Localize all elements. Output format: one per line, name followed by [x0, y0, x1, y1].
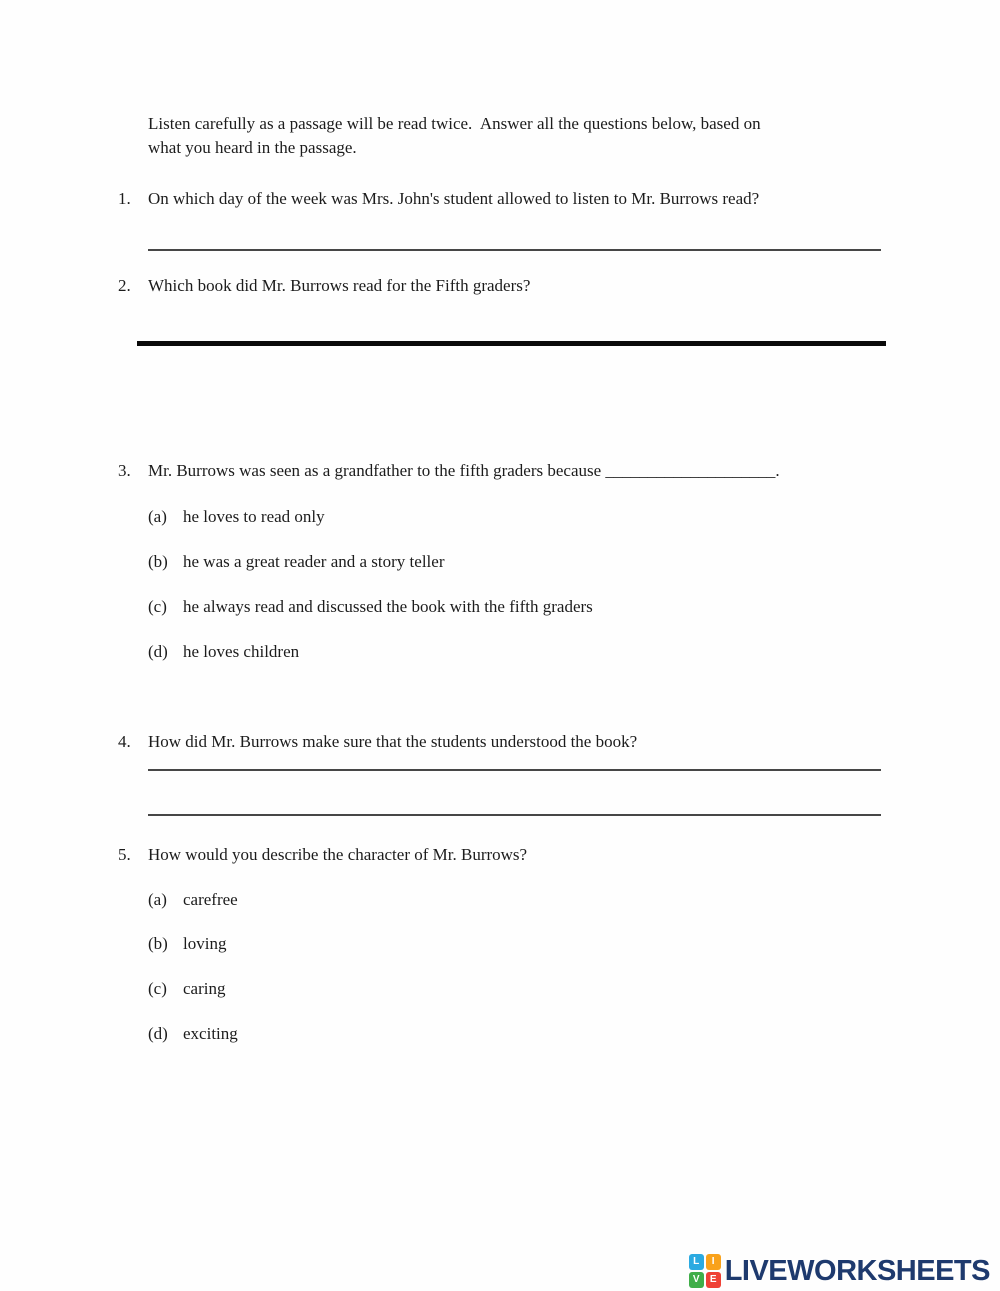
option-text: he always read and discussed the book with the fifth graders [183, 597, 593, 616]
option-text: loving [183, 934, 227, 953]
question-5-option-a[interactable] [148, 889, 238, 911]
question-3-text: Mr. Burrows was seen as a grandfather to the fifth graders because ____________________. [148, 461, 780, 480]
question-3-option-d[interactable] [148, 641, 299, 663]
option-text: he loves children [183, 642, 300, 661]
option-letter: (b) [148, 552, 168, 571]
liveworksheets-grid-icon [689, 1254, 721, 1288]
option-text: caring [183, 979, 226, 998]
liveworksheets-logo[interactable] [689, 1254, 990, 1288]
question-1-answer-line[interactable] [148, 249, 881, 251]
option-text: exciting [183, 1024, 238, 1043]
option-letter: (a) [148, 507, 167, 526]
question-5-option-b[interactable] [148, 933, 226, 955]
logo-tile-e: E [706, 1272, 721, 1288]
instructions [148, 112, 761, 160]
question-5-option-c[interactable] [148, 978, 225, 1000]
option-text: he was a great reader and a story teller [183, 552, 445, 571]
option-letter: (c) [148, 979, 167, 998]
instructions-line-1: Listen carefully as a passage will be read twice. Answer all the questions below, based on [148, 114, 761, 133]
option-text: he loves to read only [183, 507, 325, 526]
question-5-option-d[interactable] [148, 1023, 238, 1045]
option-letter: (a) [148, 890, 167, 909]
question-3-option-a[interactable] [148, 506, 325, 528]
question-2-number: 2. [118, 276, 131, 295]
question-5 [118, 844, 527, 866]
option-letter: (b) [148, 934, 168, 953]
liveworksheets-wordmark: LIVEWORKSHEETS [724, 1254, 990, 1287]
question-2-text: Which book did Mr. Burrows read for the Fifth graders? [148, 276, 531, 295]
question-5-number: 5. [118, 845, 131, 864]
question-1-number: 1. [118, 189, 131, 208]
question-4-text: How did Mr. Burrows make sure that the students understood the book? [148, 732, 638, 751]
logo-tile-l: L [689, 1254, 704, 1270]
question-3 [118, 460, 780, 482]
question-4-answer-line-1[interactable] [148, 769, 881, 771]
logo-tile-v: V [689, 1272, 704, 1288]
question-4-answer-line-2[interactable] [148, 814, 881, 816]
option-letter: (d) [148, 1024, 168, 1043]
option-letter: (c) [148, 597, 167, 616]
question-3-option-c[interactable] [148, 596, 593, 618]
question-1 [118, 188, 759, 210]
option-text: carefree [183, 890, 238, 909]
question-2-answer-line[interactable] [137, 341, 886, 346]
question-3-number: 3. [118, 461, 131, 480]
logo-tile-i: I [706, 1254, 721, 1270]
question-4 [118, 731, 637, 753]
question-1-text: On which day of the week was Mrs. John's student allowed to listen to Mr. Burrows read? [148, 189, 760, 208]
instructions-line-2: what you heard in the passage. [148, 138, 357, 157]
question-3-option-b[interactable] [148, 551, 444, 573]
question-4-number: 4. [118, 732, 131, 751]
question-2 [118, 275, 530, 297]
question-5-text: How would you describe the character of Mr. Burrows? [148, 845, 528, 864]
option-letter: (d) [148, 642, 168, 661]
